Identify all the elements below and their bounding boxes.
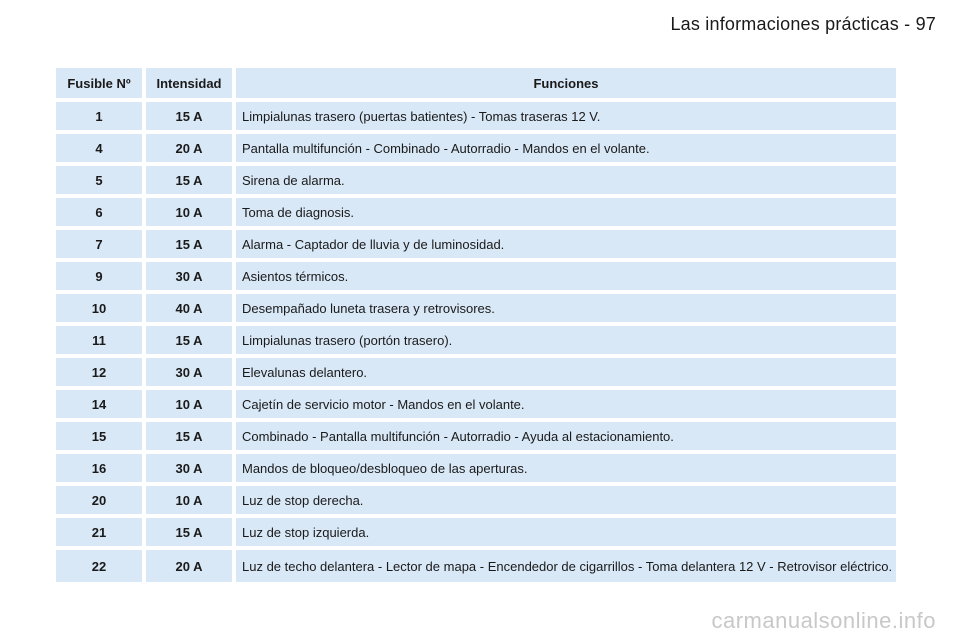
column-header-functions: Funciones [236, 68, 896, 98]
fuse-number-cell: 6 [56, 198, 142, 226]
amperage-cell: 15 A [146, 166, 232, 194]
amperage-cell: 15 A [146, 518, 232, 546]
table-row [56, 102, 896, 130]
table-row [56, 454, 896, 482]
amperage-cell: 20 A [146, 134, 232, 162]
amperage-cell: 15 A [146, 230, 232, 258]
function-cell: Sirena de alarma. [236, 166, 896, 194]
function-cell: Toma de diagnosis. [236, 198, 896, 226]
fuse-number-cell: 12 [56, 358, 142, 386]
table-row [56, 358, 896, 386]
table-row [56, 198, 896, 226]
function-cell: Luz de stop derecha. [236, 486, 896, 514]
amperage-cell: 30 A [146, 358, 232, 386]
column-header-amperage: Intensidad [146, 68, 232, 98]
function-cell: Combinado - Pantalla multifunción - Autorradio - Ayuda al estacionamiento. [236, 422, 896, 450]
fuse-number-cell: 22 [56, 550, 142, 582]
watermark: carmanualsonline.info [711, 608, 936, 633]
fuse-number-cell: 16 [56, 454, 142, 482]
function-cell: Luz de stop izquierda. [236, 518, 896, 546]
amperage-cell: 20 A [146, 550, 232, 582]
table-row [56, 166, 896, 194]
amperage-cell: 30 A [146, 262, 232, 290]
amperage-cell: 15 A [146, 422, 232, 450]
function-cell: Limpialunas trasero (puertas batientes) - Tomas traseras 12 V. [236, 102, 896, 130]
table-row [56, 262, 896, 290]
function-cell: Elevalunas delantero. [236, 358, 896, 386]
function-cell: Pantalla multifunción - Combinado - Autorradio - Mandos en el volante. [236, 134, 896, 162]
table-body [56, 102, 896, 582]
function-cell: Asientos térmicos. [236, 262, 896, 290]
fuse-number-cell: 1 [56, 102, 142, 130]
table-row [56, 134, 896, 162]
amperage-cell: 10 A [146, 390, 232, 418]
fuse-number-cell: 9 [56, 262, 142, 290]
table-row [56, 550, 896, 582]
table-row [56, 230, 896, 258]
function-cell: Luz de techo delantera - Lector de mapa - Encendedor de cigarrillos - Toma delantera 12 V - Retrovisor eléctrico. [236, 550, 896, 582]
table-header-row [56, 68, 896, 98]
column-header-fuse: Fusible Nº [56, 68, 142, 98]
function-cell: Limpialunas trasero (portón trasero). [236, 326, 896, 354]
fuse-number-cell: 7 [56, 230, 142, 258]
fuse-number-cell: 11 [56, 326, 142, 354]
amperage-cell: 15 A [146, 326, 232, 354]
function-cell: Desempañado luneta trasera y retrovisores. [236, 294, 896, 322]
table-row [56, 390, 896, 418]
amperage-cell: 40 A [146, 294, 232, 322]
fuse-table [52, 64, 900, 586]
function-cell: Alarma - Captador de lluvia y de luminosidad. [236, 230, 896, 258]
function-cell: Cajetín de servicio motor - Mandos en el volante. [236, 390, 896, 418]
fuse-number-cell: 20 [56, 486, 142, 514]
fuse-number-cell: 10 [56, 294, 142, 322]
fuse-number-cell: 14 [56, 390, 142, 418]
page-title: Las informaciones prácticas - 97 [670, 14, 936, 34]
amperage-cell: 30 A [146, 454, 232, 482]
table-row [56, 486, 896, 514]
table-row [56, 422, 896, 450]
function-cell: Mandos de bloqueo/desbloqueo de las aperturas. [236, 454, 896, 482]
fuse-number-cell: 21 [56, 518, 142, 546]
amperage-cell: 10 A [146, 198, 232, 226]
fuse-number-cell: 15 [56, 422, 142, 450]
amperage-cell: 15 A [146, 102, 232, 130]
fuse-number-cell: 5 [56, 166, 142, 194]
fuse-number-cell: 4 [56, 134, 142, 162]
table-row [56, 518, 896, 546]
amperage-cell: 10 A [146, 486, 232, 514]
table-row [56, 326, 896, 354]
table-row [56, 294, 896, 322]
